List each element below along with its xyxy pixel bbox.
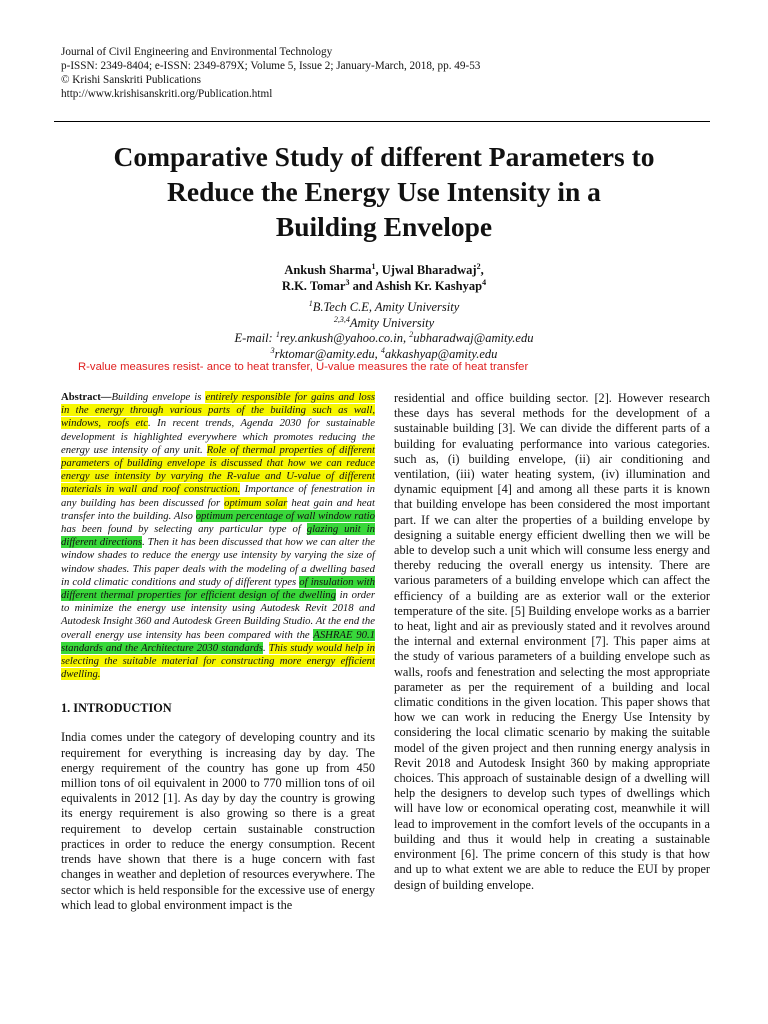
abstract-text: Importance of fenestration in any building has been discussed for (61, 483, 375, 509)
email-address[interactable]: rey.ankush@yahoo.co.in, (279, 331, 410, 345)
affiliations (80, 300, 688, 362)
title-line: Comparative Study of different Parameters to (113, 141, 655, 172)
journal-issn: p-ISSN: 2349-8404; e-ISSN: 2349-879X; Volume 5, Issue 2; January-March, 2018, pp. 49-53 (61, 60, 481, 72)
abstract-highlight-green: glazing unit in different directions (61, 523, 375, 549)
author-name: Ujwal Bharadwaj (381, 263, 477, 277)
section-heading: 1. INTRODUCTION (61, 701, 172, 716)
annotation-note: R-value measures resist- ance to heat transfer, U-value measures the rate of heat transfer (78, 361, 529, 373)
abstract-text: Building envelope is (111, 391, 206, 403)
abstract-lead: Abstract— (61, 391, 112, 403)
email-address[interactable]: rktomar@amity.edu, (274, 346, 381, 361)
abstract-text: in order to minimize the energy use intensity using Autodesk Revit 2018 and Autodesk Insight 360 and Autodesk Green Building Studio. At the end the overall energy use intensity has been compared with the (61, 589, 375, 641)
title-line: Building Envelope (275, 211, 493, 242)
abstract-highlight: optimum solar (224, 496, 288, 509)
abstract-text: . (262, 641, 269, 654)
title-line: Reduce the Energy Use Intensity in a (167, 176, 601, 207)
intro-paragraph: India comes under the category of developing country and its requirement for everything is increasing day by day. The energy requirement of the country has gone up from 450 million tons of oil equivalent in 2000 to 770 million tons of oil equivalents in 2012 [1]. As day by day the country is growing its energy requirement is also growing so there is a great requirement to develop certain sustainable construction practices in order to reduce the energy consumption. Recent trends have shown that there is a huge concern with fast changes in weather and depletion of resources everywhere. The sector which is held responsible for the excessive use of energy which lead to global environment impact is the (61, 730, 375, 912)
author-superscript: 2 (476, 261, 481, 271)
abstract-text: . In recent trends, Agenda 2030 for sustainable development is highlighted everywhere which promotes reducing the energy use intensity of any unit. (61, 417, 375, 456)
email-superscript: 1 (275, 329, 280, 339)
abstract-highlight-green: optimum percentage of wall window ratio (195, 509, 375, 522)
affiliation: Amity University (349, 315, 435, 330)
abstract-highlight: This study would help in selecting the suitable material for constructing more energy efficient dwelling. (61, 641, 375, 681)
abstract-text: . Then it has been discussed that how we can alter the window shades to reduce the energy use intensity by varying the size of window shades. This paper deals with the modeling of a dwelling based in cold climatic conditions and study of different types (61, 536, 375, 588)
email-address[interactable]: akkashyap@amity.edu (384, 346, 498, 361)
journal-header (61, 45, 480, 101)
author-list: Ankush Sharma$^1$, Ujwal Bharadwaj$^2$, R.K. Tomar$^3$ and Ashish Kr. Kashyap$^4$ (281, 261, 487, 293)
header-rule (54, 121, 710, 122)
author-name: R.K. Tomar (281, 279, 346, 293)
author-superscript: 4 (482, 277, 487, 287)
journal-url[interactable]: http://www.krishisanskriti.org/Publication.html (61, 88, 273, 100)
email-superscript: 2 (409, 329, 414, 339)
paper-title (50, 139, 718, 244)
affiliation: B.Tech C.E, Amity University (312, 300, 460, 314)
author-conjunction: and (352, 279, 373, 293)
author-name: Ankush Sharma (284, 263, 372, 277)
affiliation-superscript: 2,3,4 (333, 314, 350, 324)
journal-name: Journal of Civil Engineering and Environmental Technology (61, 46, 333, 58)
affiliation-superscript: 1 (308, 298, 313, 308)
abstract-text: heat gain and heat transfer into the building. Also (61, 496, 375, 522)
author-name: Ashish Kr. Kashyap (375, 279, 483, 293)
email-label: E-mail: (234, 331, 276, 345)
journal-publisher: © Krishi Sanskriti Publications (61, 74, 201, 86)
left-column (61, 391, 375, 913)
intro-paragraph-continued: residential and office building sector. [2]. However research these days has several methods for the development of a sustainable building [3]. We can divide the different parts of a building for evaluating performance into various categories. such as, (i) building envelope, (ii) air conditioning and ventilation, (iii) water heating system, (iv) illumination and dynamic equipment [4] and among all these parts it is known that building envelope has been considered the most important part. If we can alter the properties of a building envelope by designing a suitable energy efficient dwelling then we will be able to develop such a unit which will consume less energy and thereby reducing the overall energy us intensity. There are various parameters of a building envelope which can affect the efficiency of a building are as exterior wall or the exterior temperature of the site. [5] Building envelope works as a barrier to heat, light and air as previously stated and it revolves around the internal and external environment [7]. This paper aims at the study of various parameters of a building envelope such as walls, roofs and fenestration and selecting the most appropriate parameter as per the requirement of a building and local climatic conditions in the given location. This paper shows that how we can work in reducing the Energy Use Intensity by considering the local climatic scenario by making the suitable model of the given project and then running energy analysis in Revit 2018 and Autodesk Insight 360 by making appropriate choices. This approach of sustainable design of a dwelling will help the designers to develop such types of dwellings which will have low or economical operating cost, meanwhile it will lead to improvement in the comfort levels of the occupants in a building and thus it would help in creating a sustainable environment [6]. The prime concern of this study is that how and up to what extent we are able to reduce the EUI by proper design of building envelope. (394, 391, 710, 892)
author-superscript: 3 (345, 277, 350, 287)
abstract (61, 391, 375, 681)
abstract-text: has been found by selecting any particular type of (61, 523, 307, 536)
author-superscript: 1 (371, 261, 376, 271)
abstract-highlight: Role of thermal properties of different parameters of building envelope is discussed that how we can reduce energy use intensity by varying the R-value and U-value of different materials in wall and roof construction. (61, 443, 375, 496)
email-superscript: 4 (380, 345, 385, 355)
right-column (394, 391, 710, 893)
abstract-highlight-green: ASHRAE 90.1 standards and the Architecture 2030 standards (61, 628, 375, 654)
abstract-highlight-green: of insulation with different thermal properties for efficient design of the dwelling (61, 575, 375, 602)
email-address[interactable]: ubharadwaj@amity.edu (413, 331, 534, 345)
email-superscript: 3 (270, 345, 275, 355)
abstract-highlight: entirely responsible for gains and loss in the energy through various parts of the building such as wall, windows, roofs etc (61, 391, 376, 430)
